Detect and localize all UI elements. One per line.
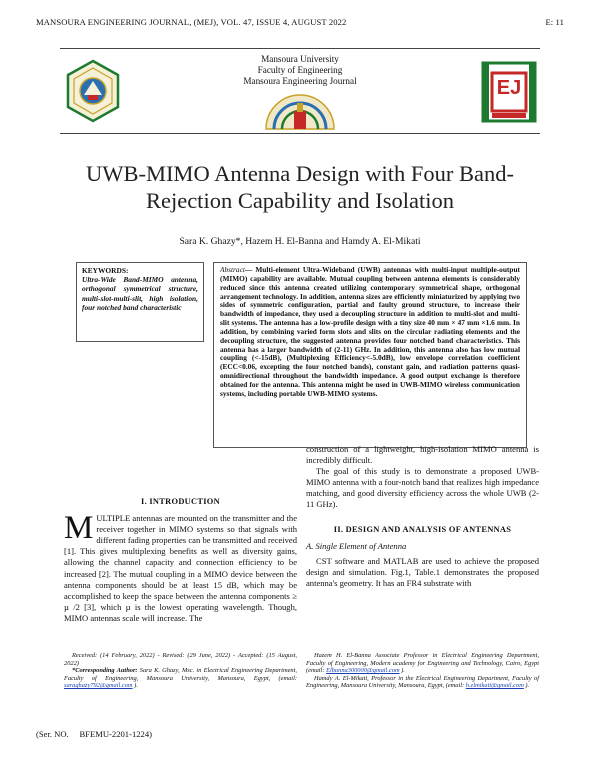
section-heading-design: II. DESIGN AND ANALYSIS OF ANTENNAS	[333, 524, 512, 534]
university-seal-logo	[64, 59, 122, 123]
title-line-1: UWB-MIMO Antenna Design with Four Band-	[85, 161, 515, 186]
abstract-text: — Multi-element Ultra-Wideband (UWB) antennas with multi-input multiple-output (MIMO) capability are available. Mutual coupling between antenna elements is considerably reduced since this antenna created utilizing contemporary symmetrical shape, orthogonal arrangement technology. In addition, antenna sizes are efficiently miniaturized by applying two sides of symmetric configuration, partial and faulty ground structure, to increase their bandwidth of impedance, they used a decoupling structure in addition to multi-slot and multi-slit systems. The antenna has a low-profile design with a tiny size 40 mm × 47 mm ×1.6 mm. In addition, by combining varied form slots and slits on the circular radiating elements and the decoupling structure, the suggested antenna provides four notched band characteristics. This antenna has a larger bandwidth of (2-11) GHz. In addition, this antenna also has low mutual coupling (<-15dB), (Multiplexing Efficiency<-5.0dB), low envelope correlation coefficient (ECC<0.06, excepting the four notched bands), constant gain, and radiation patterns quasi-omnidirectional throughout the bandwidth impedance. A good output exchange is therefore obtained for the antenna. This antenna might be used in UWB-MIMO wireless communication systems, including portable UWB-MIMO systems.	[220, 265, 520, 398]
intro-paragraph-1	[64, 510, 297, 624]
abstract-box	[213, 262, 527, 448]
keywords-box	[76, 262, 204, 342]
title-line-2: Rejection Capability and Isolation	[145, 188, 455, 213]
abstract-label: Abstract	[220, 265, 245, 274]
left-column	[64, 496, 297, 624]
footnote-hamdy: Hamdy A. El-Mikati, Professor in the Electrical Engineering Department, Faculty of Engineering, Mansoura University, Mansoura, Egypt, (email: h.elmikati@gmail.com ).	[306, 674, 539, 690]
subsection-heading: A. Single Element of Antenna	[306, 540, 407, 551]
page-code: E: 11	[545, 17, 564, 27]
institution-journal: Mansoura Engineering Journal	[243, 76, 357, 86]
intro-paragraph-2: The goal of this study is to demonstrate a proposed UWB-MIMO antenna with a four-notch band that realizes high impedance matching, and good diversity efficiency across the whole UWB (2-11 GHz).	[306, 466, 539, 510]
design-paragraph: CST software and MATLAB are used to achieve the proposed design and simulation. Fig.1, Table.1 demonstrates the proposed antenna's geometry. It has an FR4 substrate with	[306, 555, 539, 588]
corresponding-label: *Corresponding Author:	[72, 667, 138, 675]
section-heading-introduction: I. INTRODUCTION	[141, 497, 220, 506]
corresponding-email-link[interactable]: saraghazy792@gmail.com	[64, 682, 133, 690]
keywords-text: Ultra-Wide Band-MIMO antenna, orthogonal symmetrical structure, multi-slot-multi-slit, high isolation, four notched band characteristic	[82, 275, 198, 312]
footnote-corresponding: *Corresponding Author: Sara K. Ghazy, Msc. in Electrical Engineering Department, Faculty of Engineering, Mansoura University, Mansoura, Egypt, (email: saraghazy792@gmail.com ).	[64, 667, 297, 690]
faculty-emblem-logo	[260, 89, 340, 131]
drop-cap: M	[64, 510, 94, 547]
journal-banner	[60, 48, 540, 134]
footnotes-right	[306, 652, 539, 690]
footnotes-left	[64, 652, 297, 690]
institution-university: Mansoura University	[261, 54, 339, 64]
footnote-hazem: Hazem H. El-Banna Associate Professor in Electrical Engineering Department, Faculty of Engineering, Modern academy for Engineering and Technology, Cairo, Egypt (email: Elbanna300000@gmail.com ).	[306, 652, 539, 675]
footnote-dates: Received: (14 February, 2022) - Revised: (29 June, 2022) - Accepted: (15 August, 2022)	[64, 652, 297, 667]
journal-logo	[480, 59, 538, 125]
ej-logo-text: EJ	[496, 77, 522, 99]
paper-title	[50, 160, 550, 214]
journal-header: MANSOURA ENGINEERING JOURNAL, (MEJ), VOL. 47, ISSUE 4, AUGUST 2022	[36, 17, 347, 27]
keywords-heading: KEYWORDS:	[82, 266, 129, 275]
right-column	[306, 444, 539, 589]
institution-block	[60, 54, 540, 87]
intro-paragraph-1-continued: construction of a lightweight, high-isolation MIMO antenna is incredibly difficult.	[306, 444, 539, 466]
hamdy-email-link[interactable]: h.elmikati@gmail.com	[465, 682, 524, 690]
institution-faculty: Faculty of Engineering	[257, 65, 343, 75]
author-list: Sara K. Ghazy*, Hazem H. El-Banna and Hamdy A. El-Mikati	[179, 236, 421, 247]
intro-paragraph-1-text: ULTIPLE antennas are mounted on the transmitter and the receiver together in MIMO systems so that signals with different fading properties can be transmitted and received [1]. This gives multiplexing benefits as well as diversity gains, allowing the channel capacity and connection efficiency to be increased [2]. The mutual coupling in a MIMO device between the antenna components should be at least 15 dB, which may be accomplished to keep the space between the antenna components ≥ µ /2 [3], which µ is the lowest operating wavelength. Though, MIMO antennas scale will increase. The	[64, 513, 297, 623]
serial-number: (Ser. NO. BFEMU-2201-1224)	[36, 729, 153, 739]
hazem-email-link[interactable]: Elbanna300000@gmail.com	[326, 667, 400, 675]
